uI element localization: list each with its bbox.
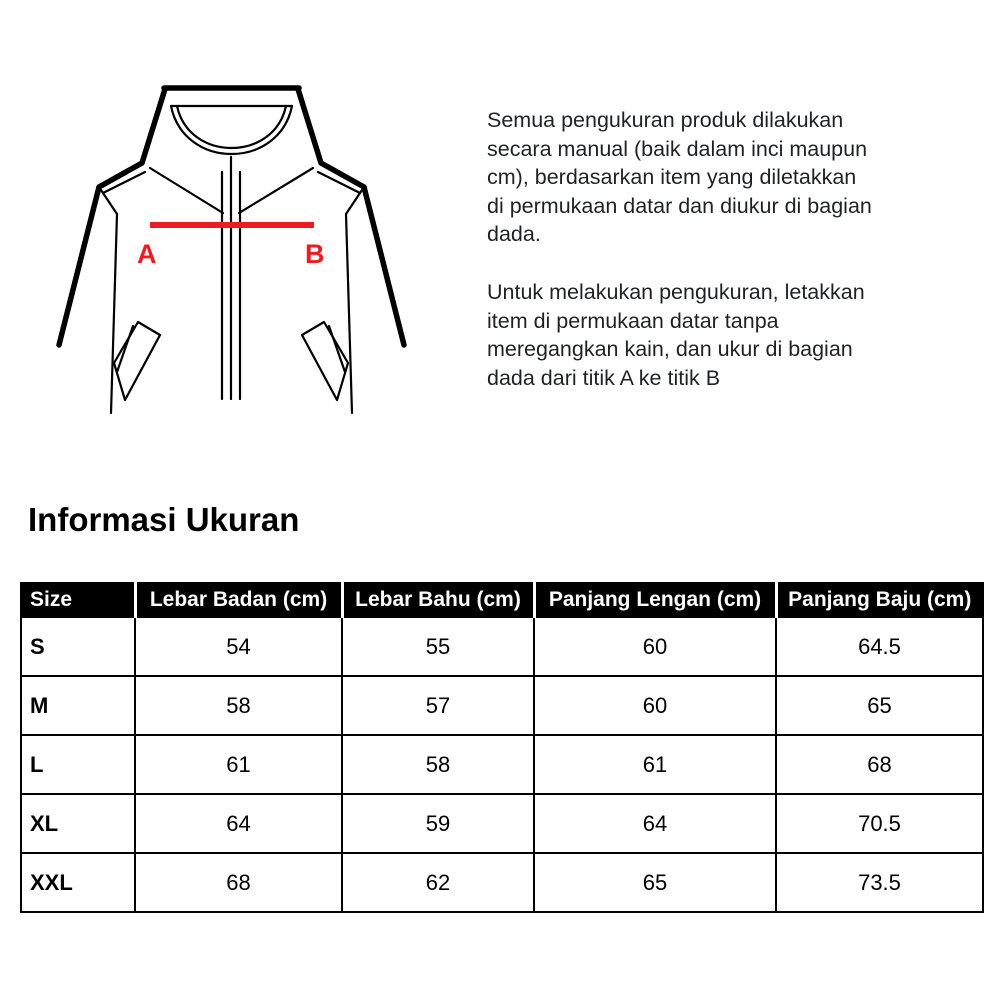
table-row-xxl <box>21 853 983 912</box>
instruction-line: secara manual (baik dalam inci maupun <box>487 136 868 161</box>
header-lebar-badan: Lebar Badan (cm) <box>135 583 342 617</box>
size-label: XL <box>21 794 135 853</box>
lebar-bahu-value: 59 <box>342 794 534 853</box>
lebar-badan-value: 54 <box>135 617 342 676</box>
header-panjang-lengan: Panjang Lengan (cm) <box>534 583 776 617</box>
size-table <box>20 582 984 913</box>
size-label: L <box>21 735 135 794</box>
instruction-line: cm), berdasarkan item yang diletakkan <box>487 165 857 190</box>
instruction-line: dada dari titik A ke titik B <box>487 365 721 390</box>
size-label: XXL <box>21 853 135 912</box>
table-row-xl <box>21 794 983 853</box>
panjang-baju-value: 64.5 <box>776 617 983 676</box>
instruction-line: dada. <box>487 222 541 247</box>
panjang-lengan-value: 60 <box>534 676 776 735</box>
size-table-header-row <box>21 583 983 617</box>
instruction-line: Untuk melakukan pengukuran, letakkan <box>487 279 865 304</box>
header-lebar-bahu: Lebar Bahu (cm) <box>342 583 534 617</box>
panjang-lengan-value: 61 <box>534 735 776 794</box>
size-label: S <box>21 617 135 676</box>
lebar-badan-value: 68 <box>135 853 342 912</box>
panjang-baju-value: 73.5 <box>776 853 983 912</box>
table-row-s <box>21 617 983 676</box>
point-a-label: A <box>137 239 157 269</box>
panjang-lengan-value: 64 <box>534 794 776 853</box>
header-size: Size <box>21 583 135 617</box>
lebar-bahu-value: 55 <box>342 617 534 676</box>
lebar-bahu-value: 58 <box>342 735 534 794</box>
panjang-baju-value: 70.5 <box>776 794 983 853</box>
paragraph-measure-howto <box>487 278 872 392</box>
jacket-diagram <box>40 50 470 450</box>
left-pocket <box>114 322 160 400</box>
lebar-badan-value: 64 <box>135 794 342 853</box>
panjang-baju-value: 68 <box>776 735 983 794</box>
point-b-label: B <box>305 239 325 269</box>
right-pocket <box>302 322 348 400</box>
jacket-outline <box>59 88 404 413</box>
lebar-bahu-value: 62 <box>342 853 534 912</box>
measurement-instructions <box>487 106 872 392</box>
instruction-line: meregangkan kain, dan ukur di bagian <box>487 337 853 362</box>
panjang-baju-value: 65 <box>776 676 983 735</box>
instruction-line: item di permukaan datar tanpa <box>487 308 779 333</box>
instruction-line: di permukaan datar dan diukur di bagian <box>487 193 872 218</box>
lebar-badan-value: 58 <box>135 676 342 735</box>
lebar-badan-value: 61 <box>135 735 342 794</box>
panjang-lengan-value: 65 <box>534 853 776 912</box>
zipper-lines <box>222 157 240 399</box>
size-label: M <box>21 676 135 735</box>
panjang-lengan-value: 60 <box>534 617 776 676</box>
lebar-bahu-value: 57 <box>342 676 534 735</box>
paragraph-measure-method <box>487 106 872 249</box>
table-row-m <box>21 676 983 735</box>
instruction-line: Semua pengukuran produk dilakukan <box>487 108 844 132</box>
table-row-l <box>21 735 983 794</box>
page-title: Informasi Ukuran <box>28 501 300 538</box>
header-panjang-baju: Panjang Baju (cm) <box>776 583 983 617</box>
